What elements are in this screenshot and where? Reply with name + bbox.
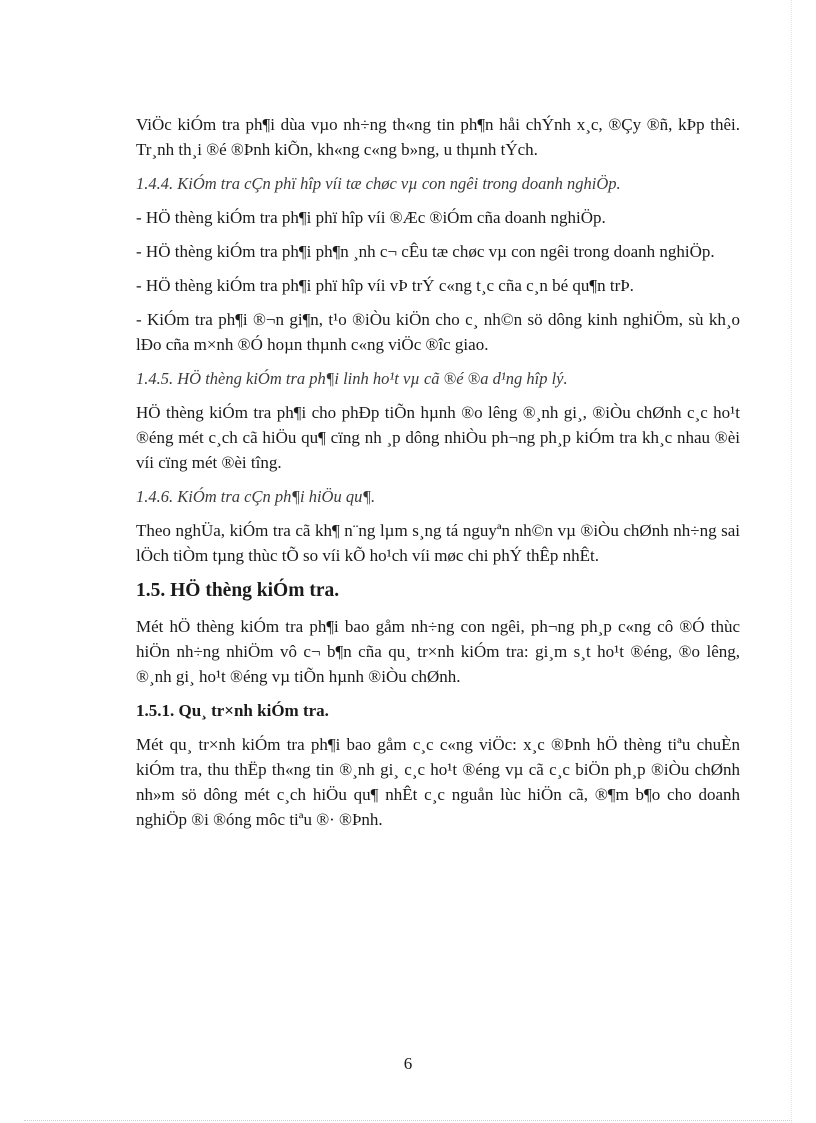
bullet-1: - HÖ thèng kiÓm tra ph¶i phï hîp víi ®Æc ®iÓm cña doanh nghiÖp. (136, 208, 606, 227)
bullet-2: - HÖ thèng kiÓm tra ph¶i ph¶n ¸nh c¬ cÊu tæ chøc vµ con ngêi trong doanh nghiÖp. (136, 242, 715, 261)
paragraph-process: Mét qu¸ tr×nh kiÓm tra ph¶i bao gåm c¸c c«ng viÖc: x¸c ®Þnh hÖ thèng tiªu chuÈn kiÓm tra, thu thËp th«ng tin ®¸nh gi¸ c¸c ho¹t ®éng vµ cã c¸c biÖn ph¸p ®iÒu chØnh nh»m sö dông mét c¸ch hiÖu qu¶ nhÊt c¸c nguån lùc hiÖn cã, ®¶m b¶o cho doanh nghiÖp ®i ®óng môc tiªu ®· ®Þnh. (136, 735, 740, 829)
bullet-4: - KiÓm tra ph¶i ®¬n gi¶n, t¹o ®iÒu kiÖn cho c¸ nh©n sö dông kinh nghiÖm, sù kh¸o lÐo cña m×nh ®Ó hoµn thµnh c«ng viÖc ®îc giao. (136, 310, 740, 354)
subheading-1-4-5: 1.4.5. HÖ thèng kiÓm tra ph¶i linh ho¹t vµ cã ®é ®a d¹ng hîp lý. (136, 369, 568, 388)
section-heading-1-5: 1.5. HÖ thèng kiÓm tra. (136, 580, 340, 601)
paragraph-system: Mét hÖ thèng kiÓm tra ph¶i bao gåm nh÷ng con ngêi, ph¬ng ph¸p c«ng cô ®Ó thùc hiÖn nh÷ng nhiÖm vô c¬ b¶n cña qu¸ tr×nh kiÓm tra: gi¸m s¸t ho¹t ®éng, ®o lêng, ®¸nh gi¸ ho¹t ®éng vµ tiÕn hµnh ®iÒu chØnh. (136, 617, 740, 686)
paragraph-flexibility: HÖ thèng kiÓm tra ph¶i cho phÐp tiÕn hµnh ®o lêng ®¸nh gi¸, ®iÒu chØnh c¸c ho¹t ®éng mét c¸ch cã hiÖu qu¶ cïng nh ¸p dông nhiÒu ph¬ng ph¸p kiÓm tra kh¸c nhau ®èi víi cïng mét ®èi tîng. (136, 403, 740, 472)
page-right-border (791, 0, 792, 1123)
bullet-3: - HÖ thèng kiÓm tra ph¶i phï hîp víi vÞ trÝ c«ng t¸c cña c¸n bé qu¶n trÞ. (136, 276, 634, 295)
paragraph-feedback: ViÖc kiÓm tra ph¶i dùa vµo nh÷ng th«ng tin ph¶n håi chÝnh x¸c, ®Çy ®ñ, kÞp thêi. Tr¸nh th¸i ®é ®Þnh kiÕn, kh«ng c«ng b»ng, u thµnh tÝch. (136, 115, 740, 159)
paragraph-efficiency: Theo nghÜa, kiÓm tra cã kh¶ n¨ng lµm s¸ng tá nguyªn nh©n vµ ®iÒu chØnh nh÷ng sai lÖch tiÒm tµng thùc tÕ so víi kÕ ho¹ch víi møc chi phÝ thÊp nhÊt. (136, 521, 740, 565)
page-number: 6 (403, 1054, 413, 1073)
section-heading-1-5-1: 1.5.1. Qu¸ tr×nh kiÓm tra. (136, 701, 329, 720)
page-bottom-border (24, 1120, 792, 1121)
subheading-1-4-6: 1.4.6. KiÓm tra cÇn ph¶i hiÖu qu¶. (136, 487, 376, 506)
page-body (136, 112, 740, 841)
subheading-1-4-4: 1.4.4. KiÓm tra cÇn phï hîp víi tæ chøc vµ con ngêi trong doanh nghiÖp. (136, 174, 621, 193)
